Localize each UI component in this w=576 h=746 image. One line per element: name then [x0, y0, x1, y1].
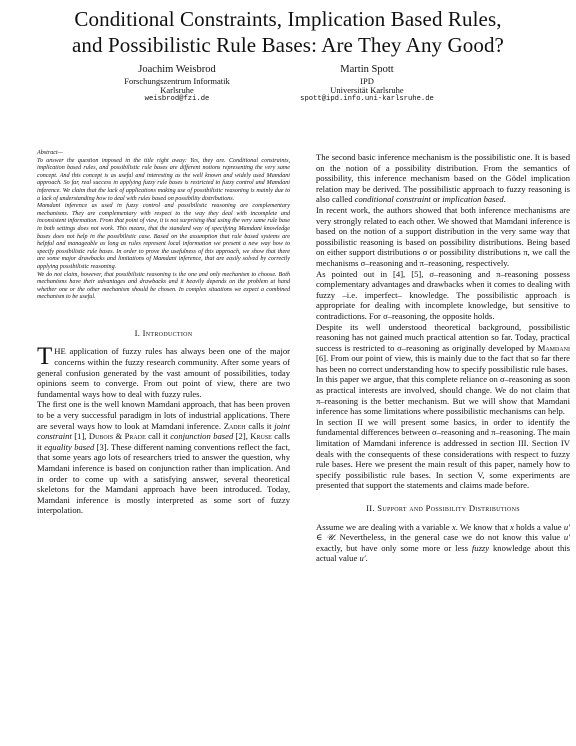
term: fuzzy	[471, 542, 490, 553]
abstract-paragraph: Mamdani inference as used in fuzzy control and possibilistic reasoning are complementary mechanisms. They are complementary with respect to the way they deal with incomplete and inconsistent information. From that point of view, it is not surprising that using the very same rule base in both settings does not work. This means, that the standard way of specifying Mamdani knowledge bases does not help in the possibilistic case. Based on the assumption that rule based systems are helpful and manageable as long as rules represent local information we present a new way how to specify possibilistic rule bases. In order to prove the usefulness of this approach, we show that there are some major drawbacks and limitations of Mamdani inference, that are easily solved by correctly applying possibilistic reasoning.	[37, 203, 290, 270]
author-city: Universität Karlsruhe	[330, 85, 404, 95]
text-run: [2],	[233, 431, 251, 442]
text-run: .	[503, 194, 506, 205]
term: joint constraint	[37, 420, 290, 442]
abstract	[37, 150, 290, 302]
author-affiliation: Forschungszentrum Informatik	[124, 76, 230, 86]
author-email: spott@ipd.info.uni-karlsruhe.de	[300, 95, 434, 103]
text-run: Assume we are dealing with a variable	[316, 521, 452, 532]
section-heading: II. Support and Possibility Distributions	[366, 503, 520, 513]
right-column	[316, 152, 570, 564]
left-column	[37, 150, 290, 516]
body-paragraph	[316, 522, 570, 564]
text-run: [6]. From our point of view, this is mainly due to the fact that so far there has been no correct understanding how to specify possibilistic rule bases.	[316, 353, 570, 374]
body-paragraph: In section II we will present some basics, in order to identify the fundamental differences between σ–reasoning and π–reasoning. The main limitation of Mamdani inference is addressed in section III. Section IV deals with the consequents of these considerations with respect to fuzzy rule bases. Here we present the main result of this paper, namely how to specify possibilistic rule bases. In section V, some experiments are presented that support the statements and claims made before.	[316, 416, 570, 491]
author-2	[257, 63, 477, 104]
term: conditional constraint	[354, 194, 431, 205]
author-email: weisbrod@fzi.de	[144, 95, 210, 103]
math-var: u′	[359, 553, 366, 564]
text-run: [3]. These different naming conventions reflect the fact, that some years ago lots of researchers tried to answer the question, why Mamdani inference is based on conjunction rather than implication. And in order to come up with a satisfying answer, several theoretical skeletons for the Mamdani approach have been introduced. Today, Mamdani inference is mostly interpreted as some sort of fuzzy interpolation.	[37, 441, 290, 516]
text-run: exactly, but have only some more or less	[316, 542, 472, 553]
body-paragraph	[316, 322, 570, 375]
author-name: Joachim Weisbrod	[138, 64, 216, 75]
abstract-label: Abstract—	[37, 150, 64, 156]
author-ref: Kruse	[250, 431, 272, 442]
title-line-1: Conditional Constraints, Implication Based Rules,	[74, 7, 502, 31]
term: implication based	[442, 194, 504, 205]
paper-title	[0, 6, 576, 58]
text-run: knowledge about this actual value	[316, 542, 570, 564]
math-expr: u′ ∈ 𝒰	[316, 521, 570, 543]
text-run: calls it	[245, 420, 275, 431]
text-run: [1],	[71, 431, 89, 442]
body-paragraph: In recent work, the authors showed that both inference mechanisms are very strongly related to each other. We showed that Mamdani inference is based on the notion of a support distribution in the very same way that possibilistic reasoning is based on possibility distributions. Being based on either support distributions σ or possibility distributions π, we call the mechanisms σ–reasoning and π–reasoning, respectively.	[316, 204, 570, 268]
author-affiliation: IPD	[360, 76, 374, 86]
body-paragraph	[316, 152, 570, 205]
math-var: x	[451, 521, 456, 532]
text-run: The first one is the well known Mamdani approach, that has been proven to be a very successful paradigm in lots of industrial applications. There are several ways how to look at Mamdani inference.	[37, 399, 290, 431]
author-1	[67, 63, 287, 104]
text-run: call it	[145, 431, 171, 442]
drop-cap: T	[37, 343, 53, 371]
abstract-paragraph: We do not claim, however, that possibilistic reasoning is the one and only mechanism to choose. Both mechanisms have their advantages and drawbacks and it heavily depends on the problem at hand whether one or the other mechanism should be chosen. In complex situations we expect a combined mechanism to be useful.	[37, 271, 290, 301]
author-ref: Dubois & Prade	[88, 431, 146, 442]
abstract-paragraph: To answer the question imposed in the title right away: Yes, they are. Conditional constraints, implication based rules, and possibilistic rule bases are different notions representing the very same concept. And this concept is as useful and interesting as the well known and widely used Mamdani approach. So far, real success in applying fuzzy rule bases is restricted to fuzzy control and Mamdani inference. We claim that the lack of applications making use of possibilistic reasoning is mainly due to a lack of understanding how to deal with rules based on possibility distributions.	[37, 157, 290, 202]
title-line-2: and Possibilistic Rule Bases: Are They Any Good?	[72, 33, 504, 57]
author-ref: Zadeh	[223, 420, 246, 431]
body-paragraph: In this paper we argue, that this complete reliance on σ–reasoning as soon as practical interests are involved, should change. We do not claim that π–reasoning is the better mechanism. But we will show that Mamdani inference has some limitations where possibilistic mechanisms can help.	[316, 374, 570, 417]
text-run: holds a value	[513, 521, 564, 532]
text-run: calls it	[37, 431, 291, 452]
text-run: . Nevertheless, in the general case we do not know this value	[333, 532, 564, 543]
author-ref: Mamdani	[537, 342, 570, 353]
math-var: u′	[563, 532, 570, 543]
term: conjunction based	[170, 431, 234, 442]
text-run: .	[365, 553, 368, 564]
section-heading: I. Introduction	[134, 327, 193, 338]
author-city: Karlsruhe	[160, 85, 194, 95]
term: equality based	[44, 441, 95, 452]
body-paragraph: As pointed out in [4], [5], σ–reasoning and π–reasoning possess complementary advantages and drawbacks when it comes to dealing with fuzzy –i.e. imperfect– knowledge. The possibilistic approach is appropriate for dealing with incomplete knowledge, but sensitive to contradictions. For σ–reasoning, the opposite holds.	[316, 268, 570, 321]
math-var: x	[509, 521, 514, 532]
text-run: The second basic inference mechanism is the possibilistic one. It is based on the notion of a possibility distribution. From the semantics of possibility, this inference mechanism based on the Gödel implication relation may be derived. The possibilistic approach to fuzzy reasoning is also called	[316, 152, 570, 205]
author-name: Martin Spott	[340, 64, 394, 75]
intro-paragraph	[37, 343, 290, 399]
text-run: . We know that	[455, 521, 510, 532]
text-run: Despite its well understood theoretical background, possibilistic reasoning has not gained much practical attention so far. Today, practical success is restricted to σ–reasoning as originally developed by	[316, 321, 570, 353]
intro-paragraph	[37, 399, 290, 516]
intro-text: HE application of fuzzy rules has always been one of the major concerns within the fuzzy research community. After some years of general confusion generated by the vast amount of possibilities, today opinions seem to converge. From out point of view, there are two fundamental ways how to deal with fuzzy rules.	[37, 346, 290, 399]
text-run: or	[430, 194, 443, 205]
